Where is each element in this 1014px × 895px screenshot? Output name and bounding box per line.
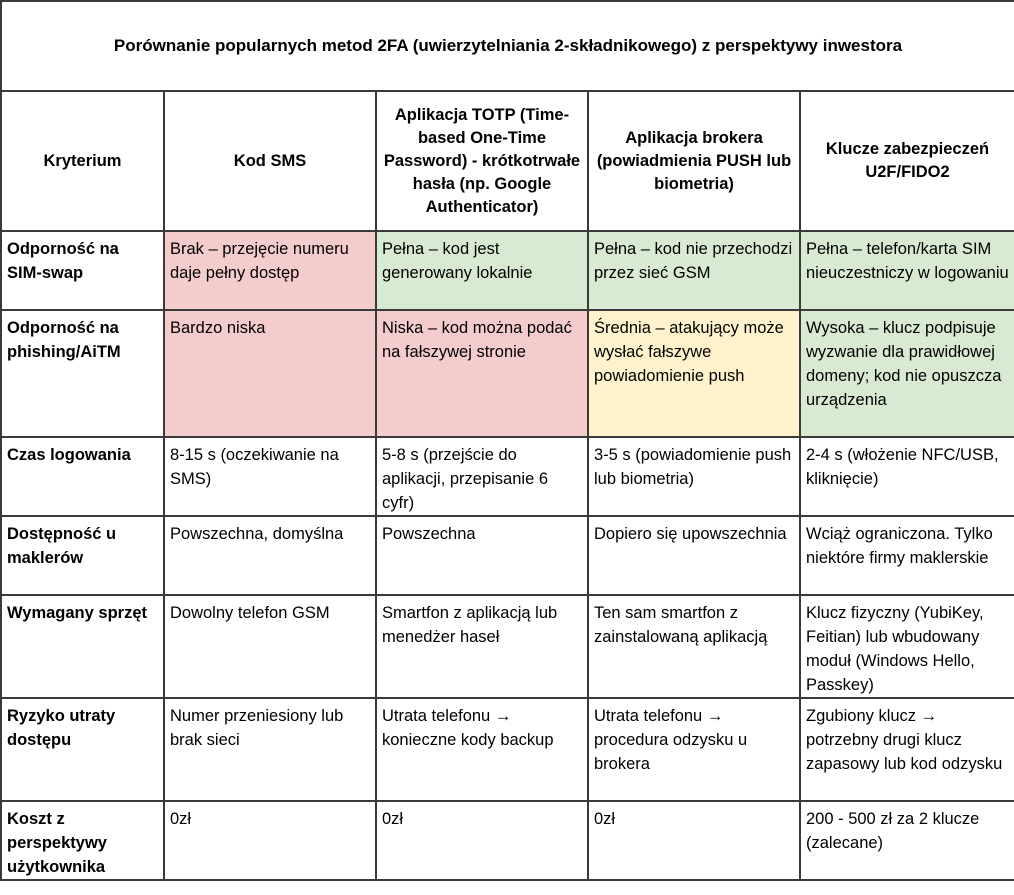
table-cell: Dowolny telefon GSM [164,595,376,698]
criterion-cell: Odporność na SIM-swap [1,231,164,310]
table-row [1,310,1014,437]
criterion-cell: Wymagany sprzęt [1,595,164,698]
table-cell: Pełna – telefon/karta SIM nieuczestniczy w logowaniu [800,231,1014,310]
table-cell: Numer przeniesiony lub brak sieci [164,698,376,801]
table-cell: 3-5 s (powiadomienie push lub biometria) [588,437,800,516]
table-cell: 0zł [164,801,376,880]
criterion-cell: Koszt z perspektywy użytkownika [1,801,164,880]
table-cell: Ten sam smartfon z zainstalowaną aplikacją [588,595,800,698]
header-criterion: Kryterium [1,91,164,231]
table-cell: Średnia – atakujący może wysłać fałszywe powiadomienie push [588,310,800,437]
table-cell: Utrata telefonu → procedura odzysku u brokera [588,698,800,801]
table-cell: Dopiero się upowszechnia [588,516,800,595]
table-cell: Powszechna [376,516,588,595]
table-cell: Wciąż ograniczona. Tylko niektóre firmy maklerskie [800,516,1014,595]
table-cell: Wysoka – klucz podpisuje wyzwanie dla prawidłowej domeny; kod nie opuszcza urządzenia [800,310,1014,437]
criterion-cell: Czas logowania [1,437,164,516]
criterion-cell: Odporność na phishing/AiTM [1,310,164,437]
table-cell: Brak – przejęcie numeru daje pełny dostęp [164,231,376,310]
table-cell: 8-15 s (oczekiwanie na SMS) [164,437,376,516]
table-row [1,516,1014,595]
title-row [1,1,1014,91]
criterion-cell: Dostępność u maklerów [1,516,164,595]
table-cell: Powszechna, domyślna [164,516,376,595]
table-row [1,595,1014,698]
criterion-cell: Ryzyko utraty dostępu [1,698,164,801]
table-row [1,437,1014,516]
table-cell: Utrata telefonu → konieczne kody backup [376,698,588,801]
table-cell: Smartfon z aplikacją lub menedżer haseł [376,595,588,698]
table-cell: Klucz fizyczny (YubiKey, Feitian) lub wbudowany moduł (Windows Hello, Passkey) [800,595,1014,698]
header-row [1,91,1014,231]
table-cell: Zgubiony klucz → potrzebny drugi klucz zapasowy lub kod odzysku [800,698,1014,801]
table-cell: Niska – kod można podać na fałszywej stronie [376,310,588,437]
table-cell: Pełna – kod jest generowany lokalnie [376,231,588,310]
table-title: Porównanie popularnych metod 2FA (uwierzytelniania 2-składnikowego) z perspektywy inwestora [1,1,1014,91]
table-cell: 200 - 500 zł za 2 klucze (zalecane) [800,801,1014,880]
table-row [1,231,1014,310]
table-cell: 2-4 s (włożenie NFC/USB, kliknięcie) [800,437,1014,516]
table-cell: 0zł [588,801,800,880]
header-security-keys: Klucze zabezpieczeń U2F/FIDO2 [800,91,1014,231]
table-row [1,698,1014,801]
table-cell: 5-8 s (przejście do aplikacji, przepisanie 6 cyfr) [376,437,588,516]
header-sms: Kod SMS [164,91,376,231]
table-cell: 0zł [376,801,588,880]
header-totp: Aplikacja TOTP (Time-based One-Time Password) - krótkotrwałe hasła (np. Google Authenticator) [376,91,588,231]
table-cell: Pełna – kod nie przechodzi przez sieć GSM [588,231,800,310]
header-broker-app: Aplikacja brokera (powiadmienia PUSH lub biometria) [588,91,800,231]
table-row [1,801,1014,880]
table-cell: Bardzo niska [164,310,376,437]
